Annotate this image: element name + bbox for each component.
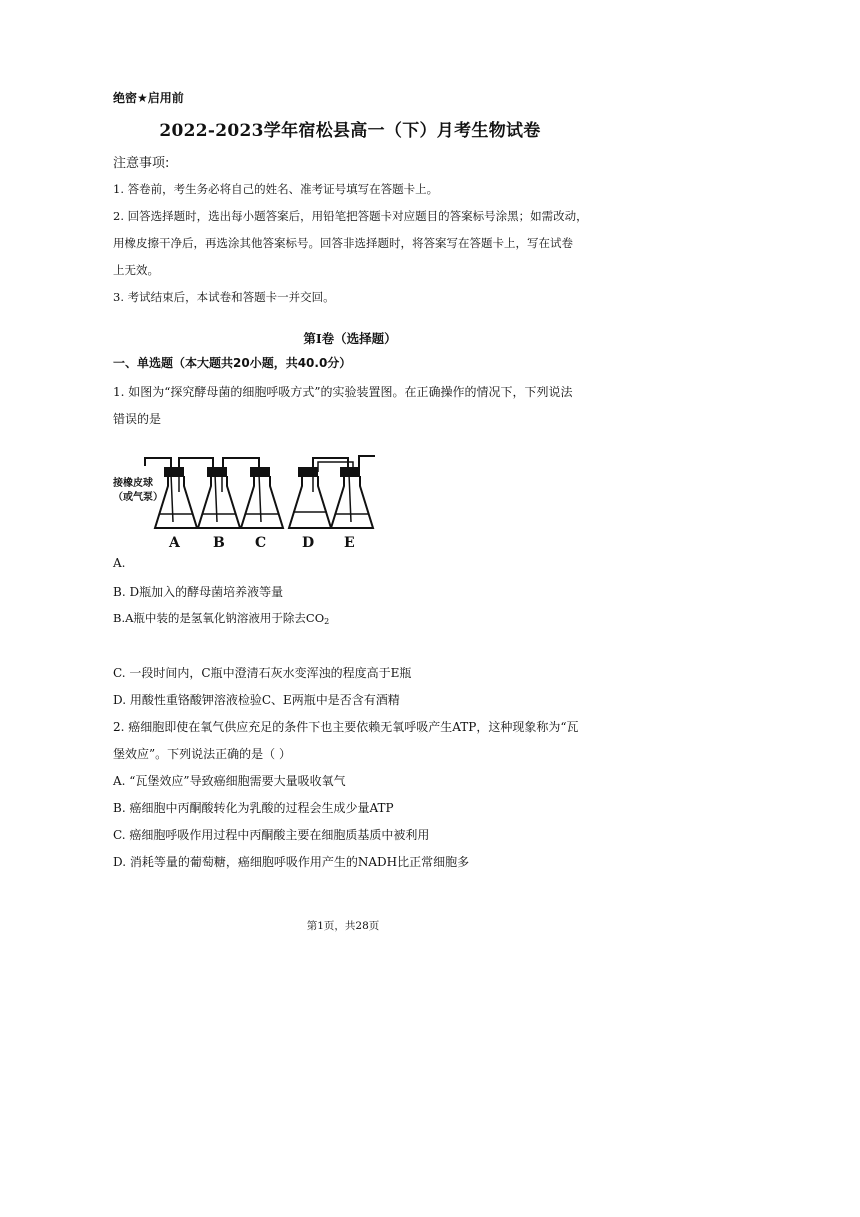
- page-footer: 第1页，共28页: [306, 920, 380, 932]
- notice-line-5: 3. 考试结束后，本试卷和答题卡一并交回。: [113, 290, 335, 304]
- bottle-label-e: E: [344, 535, 355, 551]
- bottle-e: [331, 468, 373, 528]
- notice-heading: 注意事项:: [113, 156, 170, 171]
- part-heading: 第I卷（选择题）: [303, 331, 397, 346]
- bottle-b: [198, 468, 240, 528]
- notice-line-2: 2. 回答选择题时，选出每小题答案后，用铅笔把答题卡对应题目的答案标号涂黑；如需改动，: [113, 209, 588, 223]
- q1-option-c: C. 一段时间内，C瓶中澄清石灰水变浑浊的程度高于E瓶: [113, 666, 412, 680]
- bottle-label-a: A: [169, 535, 180, 551]
- section-heading: 一、单选题（本大题共20小题，共40.0分）: [113, 356, 352, 370]
- notice-line-4: 上无效。: [113, 263, 159, 277]
- co2-subscript: 2: [324, 617, 330, 626]
- inlet-label-line-1: 接橡皮球: [113, 478, 153, 489]
- q1-option-b-alt-text: B.A瓶中装的是氢氧化钠溶液用于除去CO: [113, 611, 325, 625]
- q2-option-b: B. 癌细胞中丙酮酸转化为乳酸的过程会生成少量ATP: [113, 801, 394, 815]
- bottle-label-b: B: [213, 535, 225, 551]
- bottle-d: [289, 468, 331, 528]
- notice-line-3: 用橡皮擦干净后，再选涂其他答案标号。回答非选择题时，将答案写在答题卡上，写在试卷: [113, 236, 573, 250]
- bottle-label-c: C: [255, 535, 267, 551]
- page-title: 2022-2023学年宿松县高一（下）月考生物试卷: [159, 121, 541, 141]
- q1-stem-line-2: 错误的是: [113, 412, 162, 426]
- q1-option-b: B. D瓶加入的酵母菌培养液等量: [113, 585, 284, 599]
- secret-mark: 绝密★启用前: [113, 91, 184, 105]
- apparatus-figure: [113, 452, 378, 552]
- bottle-label-d: D: [302, 535, 315, 551]
- q2-option-c: C. 癌细胞呼吸作用过程中丙酮酸主要在细胞质基质中被利用: [113, 828, 430, 842]
- q2-option-a: A. “瓦堡效应”导致癌细胞需要大量吸收氧气: [113, 774, 346, 788]
- q2-option-d: D. 消耗等量的葡萄糖，癌细胞呼吸作用产生的NADH比正常细胞多: [113, 855, 470, 869]
- q1-stem-line-1: 1. 如图为“探究酵母菌的细胞呼吸方式”的实验装置图。在正确操作的情况下，下列说法: [113, 385, 573, 399]
- q2-stem-line-2: 堡效应”。下列说法正确的是（ ）: [113, 747, 291, 761]
- q1-option-d: D. 用酸性重铬酸钾溶液检验C、E两瓶中是否含有酒精: [113, 693, 400, 707]
- bottle-c: [241, 468, 283, 528]
- q1-option-b-alt: [113, 610, 329, 626]
- apparatus-diagram: [113, 452, 378, 552]
- q2-stem-line-1: 2. 癌细胞即使在氧气供应充足的条件下也主要依赖无氧呼吸产生ATP，这种现象称为“瓦: [113, 720, 579, 734]
- inlet-label-line-2: （或气泵）: [113, 492, 163, 503]
- q1-option-a: A.: [113, 556, 126, 570]
- notice-line-1: 1. 答卷前，考生务必将自己的姓名、准考证号填写在答题卡上。: [113, 182, 439, 196]
